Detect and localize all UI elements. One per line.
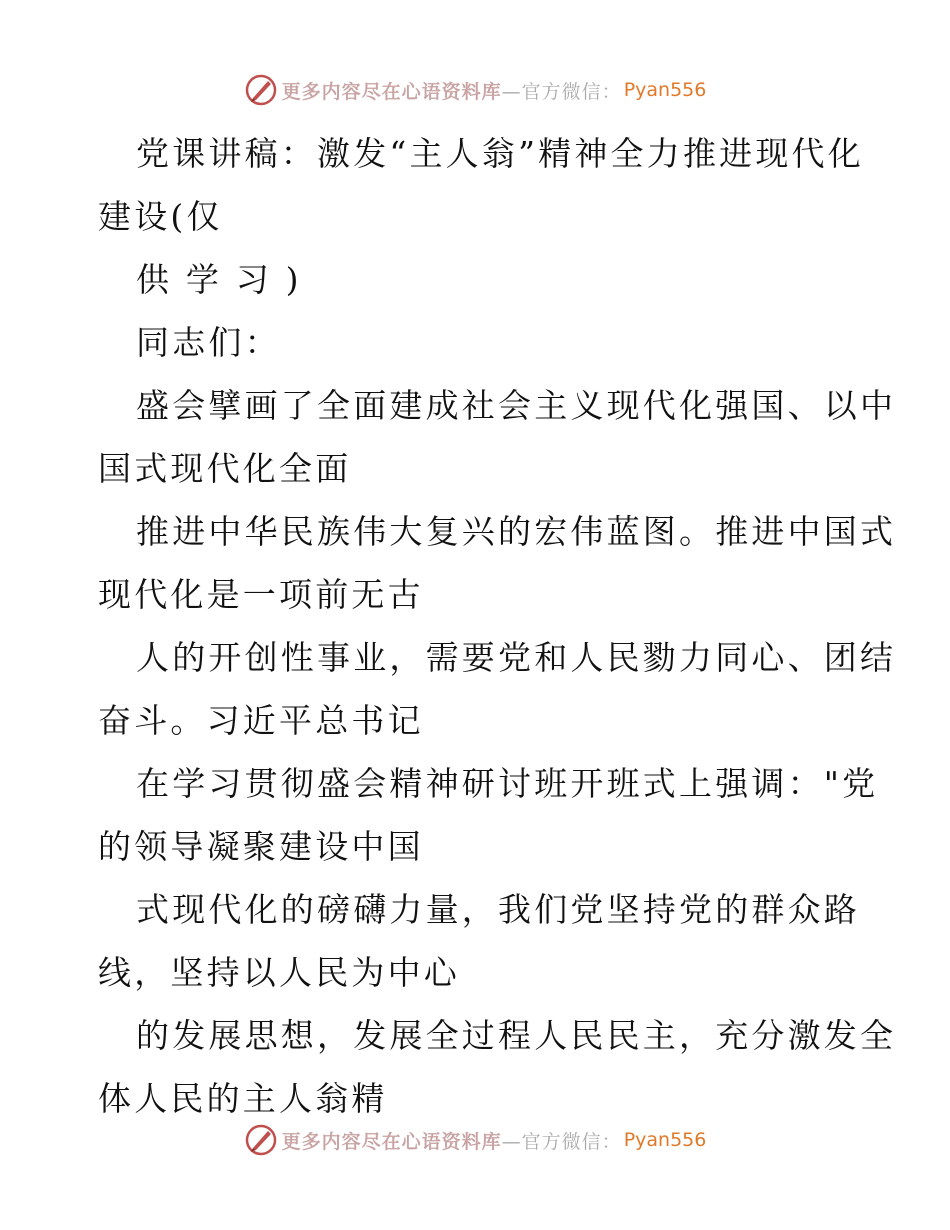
text-line: 线，坚持以人民为中心: [98, 953, 460, 992]
text-line: 盛会擘画了全面建成社会主义现代化强国、以中: [136, 386, 897, 425]
text-line: 供 学 习 ): [136, 260, 302, 299]
text-line: 党课讲稿：激发“主人翁”精神全力推进现代化: [136, 134, 864, 173]
footer-watermark: [0, 1120, 950, 1160]
watermark-wechat-id: Pyan556: [623, 1129, 707, 1151]
watermark-sub-text: —官方微信：: [501, 80, 622, 103]
document-body: [98, 122, 897, 1130]
text-line: 人的开创性事业，需要党和人民勠力同心、团结: [136, 638, 897, 677]
watermark-main-text: 更多内容尽在心语资料库: [281, 1130, 502, 1153]
text-line: 的领导凝聚建设中国: [98, 827, 424, 866]
text-line: 同志们：: [136, 323, 281, 362]
text-line: 现代化是一项前无古: [98, 575, 424, 614]
watermark-main-text: 更多内容尽在心语资料库: [281, 80, 502, 103]
text-line: 在学习贯彻盛会精神研讨班开班式上强调："党: [136, 764, 879, 803]
watermark-sub-text: —官方微信：: [501, 1130, 622, 1153]
text-line: 推进中华民族伟大复兴的宏伟蓝图。推进中国式: [136, 512, 897, 551]
text-line: 式现代化的磅礴力量，我们党坚持党的群众路: [136, 890, 860, 929]
text-line: 体人民的主人翁精: [98, 1079, 388, 1118]
text-line: 国式现代化全面: [98, 449, 352, 488]
text-line: 的发展思想，发展全过程人民民主，充分激发全: [136, 1016, 897, 1055]
pen-logo-icon: [244, 73, 278, 107]
text-line: 建设(仅: [98, 197, 223, 236]
watermark-wechat-id: Pyan556: [623, 79, 707, 101]
text-line: 奋斗。习近平总书记: [98, 701, 424, 740]
header-watermark: [0, 70, 950, 110]
pen-logo-icon: [244, 1123, 278, 1157]
